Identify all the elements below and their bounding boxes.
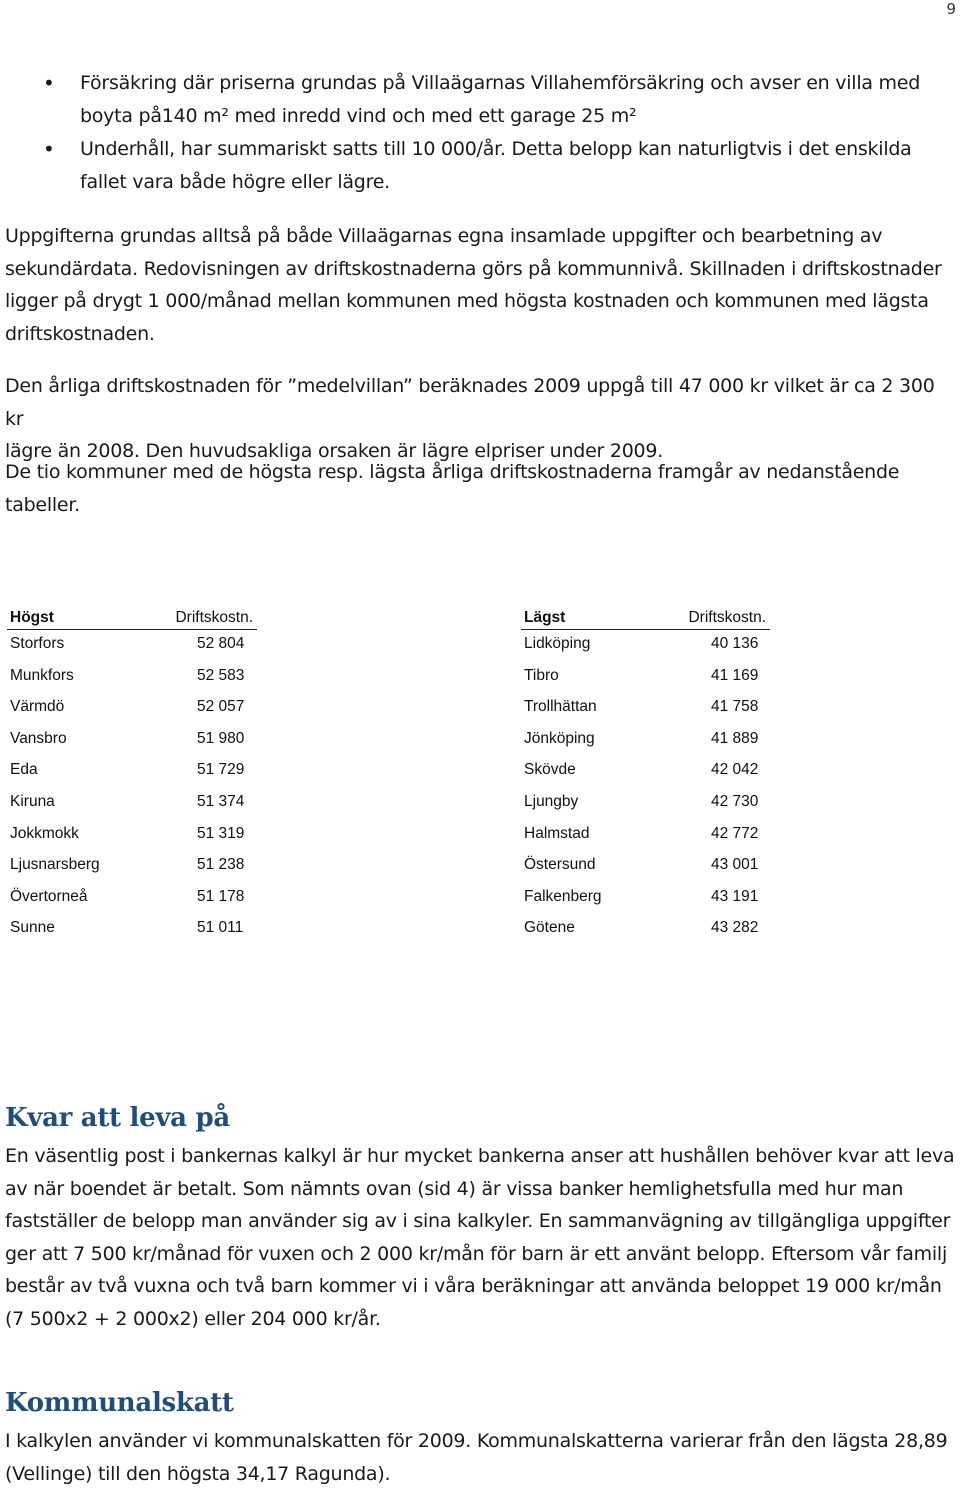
bullet-icon: •	[43, 137, 55, 161]
cost-cell: 51 374	[197, 792, 245, 810]
municipality-cell: Skövde	[524, 761, 576, 779]
cost-cell: 40 136	[711, 635, 759, 652]
table-row	[521, 630, 770, 662]
municipality-cell: Tibro	[524, 666, 559, 684]
table-row	[521, 914, 770, 946]
text-line: (Vellinge) till den högsta 34,17 Ragunda).	[5, 1462, 391, 1485]
table-highest-costs	[7, 606, 257, 946]
municipality-cell: Trollhättan	[524, 698, 597, 716]
bullet-item	[0, 133, 955, 199]
paragraph-data-sources	[5, 220, 957, 350]
bullet-line: boyta på140 m² med inredd vind och med ett garage 25 m²	[80, 105, 637, 127]
cost-cell: 51 319	[197, 824, 245, 842]
table-row	[7, 820, 257, 852]
cost-cell: 51 011	[197, 919, 244, 937]
paragraph-tables-intro	[5, 456, 957, 521]
heading-kvar-att-leva: Kvar att leva på	[5, 1103, 230, 1133]
cost-cell: 52 057	[197, 698, 245, 716]
municipality-cell: Ljusnarsberg	[10, 856, 100, 874]
text-line: Uppgifterna grundas alltså på både Villaägarnas egna insamlade uppgifter och bearbetning av	[5, 225, 883, 247]
table-lowest-costs	[521, 606, 770, 946]
column-header-municipality: Lägst	[524, 609, 566, 626]
text-line: lägre än 2008. Den huvudsakliga orsaken är lägre elpriser under 2009.	[5, 440, 664, 462]
bullet-line: Försäkring där priserna grundas på Villaägarnas Villahemförsäkring och avser en villa med	[80, 72, 921, 94]
cost-cell: 42 730	[711, 792, 759, 810]
table-row	[7, 693, 257, 725]
municipality-cell: Värmdö	[10, 698, 65, 716]
table-row	[7, 914, 257, 946]
bullet-icon: •	[43, 71, 55, 95]
municipality-cell: Vansbro	[10, 729, 67, 747]
text-line: En väsentlig post i bankernas kalkyl är hur mycket bankerna anser att hushållen behöver kvar att leva	[5, 1145, 955, 1167]
text-line: ligger på drygt 1 000/månad mellan kommunen med högsta kostnaden och kommunen med lägsta	[5, 290, 929, 312]
bullet-line: fallet vara både högre eller lägre.	[80, 171, 390, 193]
table-row	[521, 883, 770, 915]
text-line: sekundärdata. Redovisningen av driftskostnaderna görs på kommunnivå. Skillnaden i driftskostnader	[5, 257, 942, 280]
paragraph-annual-cost	[5, 370, 957, 468]
cost-cell: 51 238	[197, 856, 245, 874]
table-row	[521, 725, 770, 757]
municipality-cell: Övertorneå	[10, 887, 88, 905]
cost-cell: 41 889	[711, 729, 759, 747]
column-header-municipality: Högst	[10, 609, 54, 626]
paragraph-municipal-tax	[5, 1425, 957, 1490]
cost-cell: 41 169	[711, 666, 759, 684]
table-header	[7, 606, 257, 630]
table-header	[521, 606, 770, 630]
table-row	[7, 725, 257, 757]
cost-cell: 43 191	[711, 887, 759, 905]
bullet-line: Underhåll, har summariskt satts till 10 000/år. Detta belopp kan naturligtvis i det enskilda	[80, 138, 912, 160]
cost-cell: 51 729	[197, 761, 245, 779]
text-line: fastställer de belopp man använder sig av i sina kalkyler. En sammanvägning av tillgängliga uppgifter	[5, 1210, 951, 1232]
bullet-item	[0, 67, 955, 133]
bullet-list	[0, 67, 955, 199]
table-row	[7, 662, 257, 694]
text-line: består av två vuxna och två barn kommer vi i våra beräkningar att använda beloppet 19 000 kr/mån	[5, 1275, 942, 1297]
table-row	[7, 788, 257, 820]
municipality-cell: Munkfors	[10, 666, 74, 684]
municipality-cell: Ljungby	[524, 792, 579, 810]
municipality-cell: Eda	[10, 761, 38, 779]
table-row	[521, 662, 770, 694]
cost-cell: 51 178	[197, 887, 245, 905]
cost-cell: 42 772	[711, 824, 759, 842]
page-number: 9	[946, 0, 956, 18]
heading-kommunalskatt: Kommunalskatt	[5, 1388, 234, 1418]
municipality-cell: Jönköping	[524, 729, 595, 747]
table-row	[7, 851, 257, 883]
municipality-cell: Kiruna	[10, 792, 55, 810]
text-line: (7 500x2 + 2 000x2) eller 204 000 kr/år.	[5, 1307, 381, 1330]
table-row	[7, 756, 257, 788]
text-line: Den årliga driftskostnaden för ”medelvillan” beräknades 2009 uppgå till 47 000 kr vilket är ca 2 300 kr	[5, 375, 935, 430]
text-line: tabeller.	[5, 493, 80, 516]
cost-cell: 41 758	[711, 698, 759, 716]
municipality-cell: Sunne	[10, 919, 55, 937]
table-row	[521, 693, 770, 725]
municipality-cell: Storfors	[10, 635, 65, 652]
column-header-cost: Driftskostn.	[175, 609, 253, 626]
municipality-cell: Falkenberg	[524, 887, 602, 905]
municipality-cell: Götene	[524, 919, 575, 937]
cost-cell: 52 583	[197, 666, 245, 684]
municipality-cell: Halmstad	[524, 824, 590, 842]
cost-cell: 51 980	[197, 729, 245, 747]
cost-cell: 52 804	[197, 635, 245, 652]
municipality-cell: Östersund	[524, 856, 596, 874]
table-row	[521, 851, 770, 883]
text-line: av när boendet är betalt. Som nämnts ovan (sid 4) är vissa banker hemlighetsfulla med hur man	[5, 1177, 904, 1200]
text-line: I kalkylen använder vi kommunalskatten för 2009. Kommunalskatterna varierar från den lägsta 28,89	[5, 1430, 948, 1452]
text-line: De tio kommuner med de högsta resp. lägsta årliga driftskostnaderna framgår av nedanstående	[5, 461, 900, 483]
cost-cell: 43 001	[711, 856, 759, 874]
table-row	[521, 788, 770, 820]
municipality-cell: Lidköping	[524, 635, 591, 652]
text-line: driftskostnaden.	[5, 322, 155, 345]
municipality-cell: Jokkmokk	[10, 824, 79, 842]
cost-cell: 42 042	[711, 761, 759, 779]
text-line: ger att 7 500 kr/månad för vuxen och 2 000 kr/mån för barn är ett använt belopp. Eftersom vår familj	[5, 1242, 947, 1265]
table-row	[7, 883, 257, 915]
table-row	[7, 630, 257, 662]
column-header-cost: Driftskostn.	[688, 609, 766, 626]
paragraph-living-costs	[5, 1140, 957, 1335]
table-row	[521, 756, 770, 788]
table-row	[521, 820, 770, 852]
cost-cell: 43 282	[711, 919, 759, 937]
